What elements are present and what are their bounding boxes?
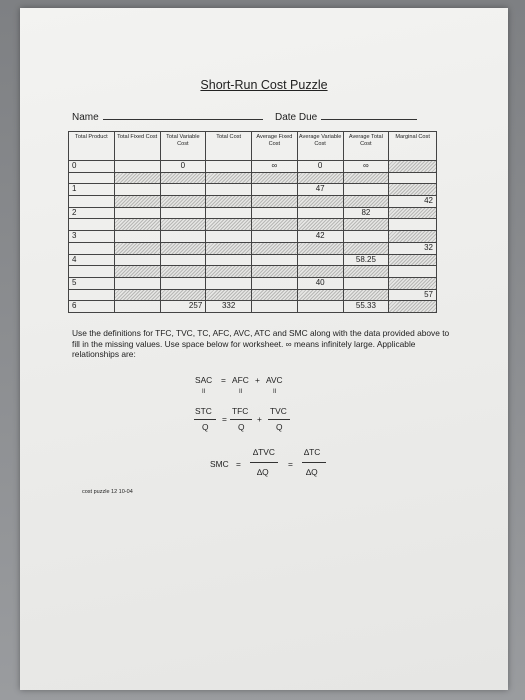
spacer-cell	[344, 243, 390, 254]
cell-tvc[interactable]	[161, 184, 207, 195]
eq-smc: SMC	[210, 459, 229, 469]
eq-q: Q	[276, 422, 283, 432]
cell-mc-5[interactable]	[389, 266, 436, 277]
cell-tfc[interactable]	[115, 255, 161, 266]
cell-afc[interactable]	[252, 231, 298, 242]
eq-parallel-2: II	[239, 389, 243, 395]
spacer-cell	[344, 196, 390, 207]
frac-line	[302, 462, 326, 463]
cell-avc[interactable]	[298, 255, 344, 266]
spacer-cell	[344, 173, 390, 184]
cell-product: 6	[69, 301, 115, 312]
eq-delta-q: ∆Q	[306, 467, 318, 477]
cell-mc	[389, 255, 436, 266]
eq-tfc: TFC	[232, 406, 249, 416]
cell-mc-3[interactable]	[389, 219, 436, 230]
spacer-cell	[69, 173, 115, 184]
spacer-cell	[161, 219, 207, 230]
header-marginal-cost: Marginal Cost	[395, 134, 430, 140]
cell-atc[interactable]: 58.25	[344, 255, 390, 266]
frac-line	[194, 419, 216, 420]
cell-afc[interactable]	[252, 184, 298, 195]
cell-tc[interactable]	[206, 231, 252, 242]
spacer-cell	[298, 290, 344, 301]
cell-tvc[interactable]: 257	[161, 301, 207, 312]
marginal-row	[68, 289, 437, 301]
spacer-cell	[115, 196, 161, 207]
spacer-cell	[69, 243, 115, 254]
table-row	[68, 183, 437, 195]
spacer-cell	[161, 173, 207, 184]
header-total-product: Total Product	[69, 132, 115, 160]
eq-delta-tc: ∆TC	[304, 447, 321, 457]
cell-atc[interactable]	[344, 231, 390, 242]
cell-mc-6[interactable]: 57	[424, 289, 433, 299]
name-line	[103, 119, 263, 120]
header-average-total-cost: Average Total Cost	[344, 132, 390, 160]
eq-delta-tvc: ∆TVC	[253, 447, 275, 457]
header-total-variable-cost: Total Variable Cost	[161, 132, 207, 160]
spacer-cell	[252, 173, 298, 184]
eq-delta-q: ∆Q	[257, 467, 269, 477]
spacer-cell	[344, 219, 390, 230]
spacer-cell	[344, 290, 390, 301]
spacer-cell	[252, 219, 298, 230]
cell-afc[interactable]	[252, 301, 298, 312]
spacer-cell	[69, 196, 115, 207]
spacer-cell	[115, 173, 161, 184]
eq-tvc: TVC	[270, 406, 287, 416]
cost-table	[68, 131, 437, 313]
table-header	[68, 131, 437, 160]
spacer-cell	[206, 266, 252, 277]
cell-product: 1	[69, 184, 115, 195]
cell-tvc[interactable]: 0	[161, 161, 207, 172]
cell-avc[interactable]: 42	[298, 231, 344, 242]
date-due-field[interactable]	[275, 112, 417, 123]
table-row	[68, 300, 437, 312]
spacer-cell	[298, 196, 344, 207]
header-average-fixed-cost: Average Fixed Cost	[252, 132, 298, 160]
spacer-cell	[206, 196, 252, 207]
cell-mc	[389, 184, 436, 195]
frac-line	[268, 419, 290, 420]
spacer-cell	[115, 290, 161, 301]
spacer-cell	[206, 290, 252, 301]
spacer-cell	[252, 196, 298, 207]
header-total-cost: Total Cost	[206, 132, 252, 160]
marginal-row	[68, 218, 437, 230]
cell-tc[interactable]: 332	[206, 301, 252, 312]
marginal-row	[68, 195, 437, 207]
marginal-row	[68, 242, 437, 254]
spacer-cell	[161, 266, 207, 277]
cell-tvc[interactable]	[161, 255, 207, 266]
eq-equals: =	[222, 414, 227, 424]
eq-afc: AFC	[232, 375, 249, 385]
cell-atc[interactable]: 82	[344, 208, 390, 219]
worksheet-paper	[20, 8, 508, 690]
cell-tc[interactable]	[206, 161, 252, 172]
eq-q: Q	[238, 422, 245, 432]
cell-tc[interactable]	[206, 278, 252, 289]
name-label: Name	[72, 112, 99, 123]
spacer-cell	[252, 243, 298, 254]
spacer-cell	[161, 243, 207, 254]
spacer-cell	[115, 219, 161, 230]
eq-q: Q	[202, 422, 209, 432]
name-field[interactable]	[72, 112, 263, 123]
table-row	[68, 254, 437, 266]
cell-tc[interactable]	[206, 208, 252, 219]
worksheet-title: Short-Run Cost Puzzle	[200, 78, 328, 92]
cell-mc	[389, 208, 436, 219]
table-row	[68, 160, 437, 172]
spacer-cell	[161, 290, 207, 301]
cell-mc-4[interactable]: 32	[424, 242, 433, 252]
date-due-line	[321, 119, 417, 120]
cell-product: 2	[69, 208, 115, 219]
frac-line	[230, 419, 252, 420]
header-average-variable-cost: Average Variable Cost	[298, 132, 344, 160]
eq-parallel-3: II	[273, 389, 277, 395]
spacer-cell	[161, 196, 207, 207]
cell-product: 5	[69, 278, 115, 289]
instructions-text: Use the definitions for TFC, TVC, TC, AFC, AVC, ATC and SMC along with the data provided above to fill in the missing values. Use space below for worksheet. ∞ means infinitely large. Applicable relationships are:	[72, 328, 450, 359]
cell-tfc[interactable]	[115, 161, 161, 172]
spacer-cell	[69, 266, 115, 277]
cell-afc[interactable]: ∞	[252, 161, 298, 172]
spacer-cell	[206, 243, 252, 254]
spacer-cell	[298, 173, 344, 184]
cell-tc[interactable]	[206, 255, 252, 266]
footer-note: cost puzzle 12 10-04	[82, 489, 133, 495]
cell-tfc[interactable]	[115, 231, 161, 242]
cell-tvc[interactable]	[161, 278, 207, 289]
cell-mc	[389, 161, 436, 172]
cell-tfc[interactable]	[115, 301, 161, 312]
cell-atc[interactable]: 55.33	[344, 301, 390, 312]
marginal-row	[68, 172, 437, 184]
cell-atc[interactable]	[344, 278, 390, 289]
cell-afc[interactable]	[252, 255, 298, 266]
eq-equals: =	[221, 375, 226, 385]
spacer-cell	[298, 243, 344, 254]
spacer-cell	[115, 266, 161, 277]
spacer-cell	[69, 290, 115, 301]
cell-atc[interactable]: ∞	[344, 161, 390, 172]
cell-product: 0	[69, 161, 115, 172]
cell-avc[interactable]	[298, 301, 344, 312]
spacer-cell	[252, 290, 298, 301]
cell-tfc[interactable]	[115, 278, 161, 289]
marginal-row	[68, 265, 437, 277]
spacer-cell	[252, 266, 298, 277]
eq-avc: AVC	[266, 375, 283, 385]
frac-line	[250, 462, 278, 463]
eq-parallel-1: II	[202, 389, 206, 395]
cell-tvc[interactable]	[161, 231, 207, 242]
eq-equals: =	[236, 459, 241, 469]
cell-tfc[interactable]	[115, 184, 161, 195]
cell-mc	[389, 231, 436, 242]
cell-afc[interactable]	[252, 208, 298, 219]
cell-avc[interactable]: 47	[298, 184, 344, 195]
cell-product: 4	[69, 255, 115, 266]
cell-avc[interactable]	[298, 208, 344, 219]
cell-mc-2[interactable]: 42	[424, 196, 433, 206]
table-row	[68, 207, 437, 219]
table-row	[68, 230, 437, 242]
cell-avc[interactable]: 40	[298, 278, 344, 289]
eq-plus: +	[255, 375, 260, 385]
spacer-cell	[206, 219, 252, 230]
eq-stc: STC	[195, 406, 212, 416]
spacer-cell	[298, 219, 344, 230]
spacer-cell	[115, 243, 161, 254]
spacer-cell	[69, 219, 115, 230]
table-bottom-border	[68, 312, 437, 313]
cell-mc-1[interactable]	[389, 173, 436, 184]
table-row	[68, 277, 437, 289]
cell-avc[interactable]: 0	[298, 161, 344, 172]
spacer-cell	[298, 266, 344, 277]
eq-sac: SAC	[195, 375, 213, 385]
cell-mc	[389, 278, 436, 289]
cell-tfc[interactable]	[115, 208, 161, 219]
cell-mc	[389, 301, 436, 312]
header-total-fixed-cost: Total Fixed Cost	[115, 132, 161, 160]
cell-tc[interactable]	[206, 184, 252, 195]
cell-atc[interactable]	[344, 184, 390, 195]
spacer-cell	[344, 266, 390, 277]
spacer-cell	[206, 173, 252, 184]
cell-afc[interactable]	[252, 278, 298, 289]
eq-equals: =	[288, 459, 293, 469]
cell-tvc[interactable]	[161, 208, 207, 219]
eq-plus: +	[257, 414, 262, 424]
date-due-label: Date Due	[275, 112, 318, 123]
cell-product: 3	[69, 231, 115, 242]
